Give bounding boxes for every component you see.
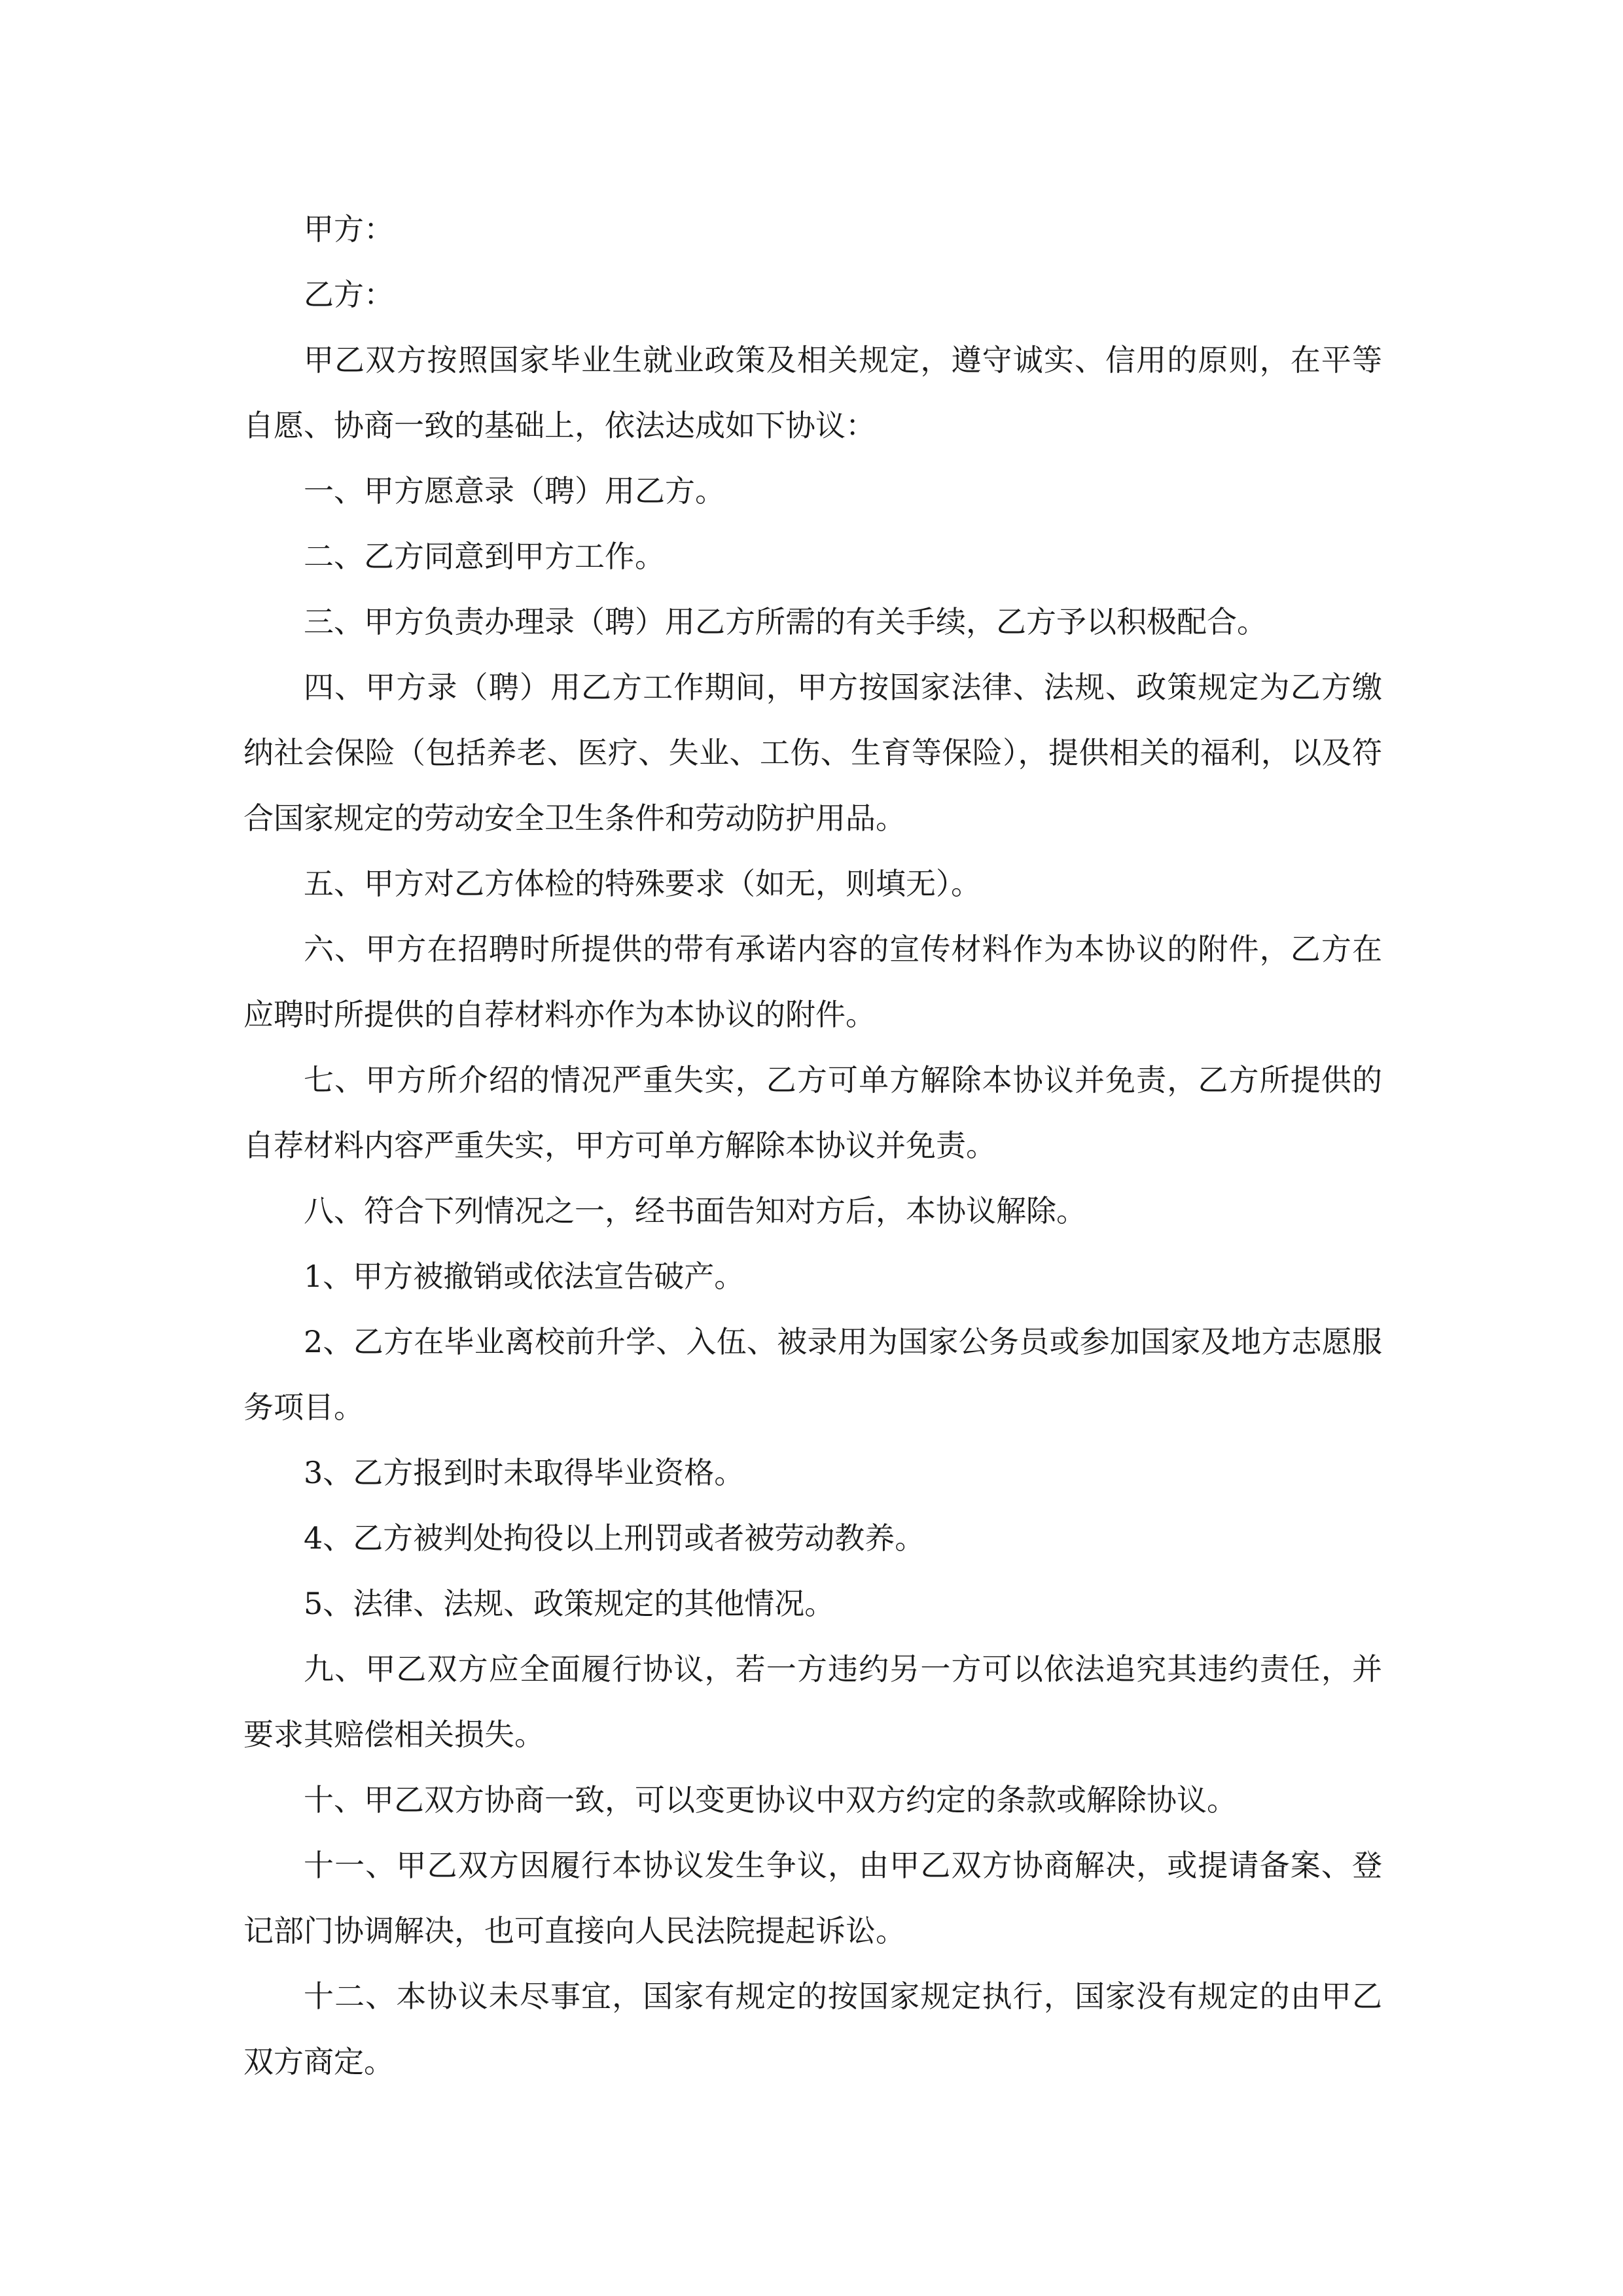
document-body (243, 196, 1382, 2094)
clause-2: 二、乙方同意到甲方工作。 (304, 539, 665, 574)
clause-9: 九、甲乙双方应全面履行协议，若一方违约另一方可以依法追究其违约责任，并要求其赔偿相关损失。 (243, 1651, 1382, 1752)
clause-1: 一、甲方愿意录（聘）用乙方。 (304, 473, 725, 509)
preamble-paragraph: 甲乙双方按照国家毕业生就业政策及相关规定，遵守诚实、信用的原则，在平等自愿、协商一致的基础上，依法达成如下协议： (243, 342, 1382, 443)
party-b-line: 乙方： (304, 277, 394, 312)
clause-12: 十二、本协议未尽事宜，国家有规定的按国家规定执行，国家没有规定的由甲乙双方商定。 (243, 1979, 1382, 2079)
clause-4: 四、甲方录（聘）用乙方工作期间，甲方按国家法律、法规、政策规定为乙方缴纳社会保险（包括养老、医疗、失业、工伤、生育等保险），提供相关的福利，以及符合国家规定的劳动安全卫生条件和劳动防护用品。 (243, 670, 1382, 836)
clause-8: 八、符合下列情况之一，经书面告知对方后，本协议解除。 (304, 1193, 1086, 1229)
clause-8-item-2: 2、乙方在毕业离校前升学、入伍、被录用为国家公务员或参加国家及地方志愿服务项目。 (243, 1324, 1382, 1425)
clause-8-item-3: 3、乙方报到时未取得毕业资格。 (304, 1455, 745, 1490)
clause-3: 三、甲方负责办理录（聘）用乙方所需的有关手续，乙方予以积极配合。 (304, 604, 1267, 639)
clause-6: 六、甲方在招聘时所提供的带有承诺内容的宣传材料作为本协议的附件，乙方在应聘时所提供的自荐材料亦作为本协议的附件。 (243, 931, 1382, 1032)
clause-8-item-1: 1、甲方被撤销或依法宣告破产。 (304, 1259, 745, 1294)
clause-8-item-5: 5、法律、法规、政策规定的其他情况。 (304, 1586, 835, 1621)
clause-8-item-4: 4、乙方被判处拘役以上刑罚或者被劳动教养。 (304, 1520, 925, 1556)
clause-10: 十、甲乙双方协商一致，可以变更协议中双方约定的条款或解除协议。 (304, 1782, 1237, 1818)
party-a-line: 甲方： (304, 211, 394, 247)
clause-11: 十一、甲乙双方因履行本协议发生争议，由甲乙双方协商解决，或提请备案、登记部门协调解决，也可直接向人民法院提起诉讼。 (243, 1848, 1382, 1948)
clause-5: 五、甲方对乙方体检的特殊要求（如无，则填无）。 (304, 866, 981, 901)
clause-7: 七、甲方所介绍的情况严重失实，乙方可单方解除本协议并免责，乙方所提供的自荐材料内容严重失实，甲方可单方解除本协议并免责。 (243, 1062, 1382, 1163)
